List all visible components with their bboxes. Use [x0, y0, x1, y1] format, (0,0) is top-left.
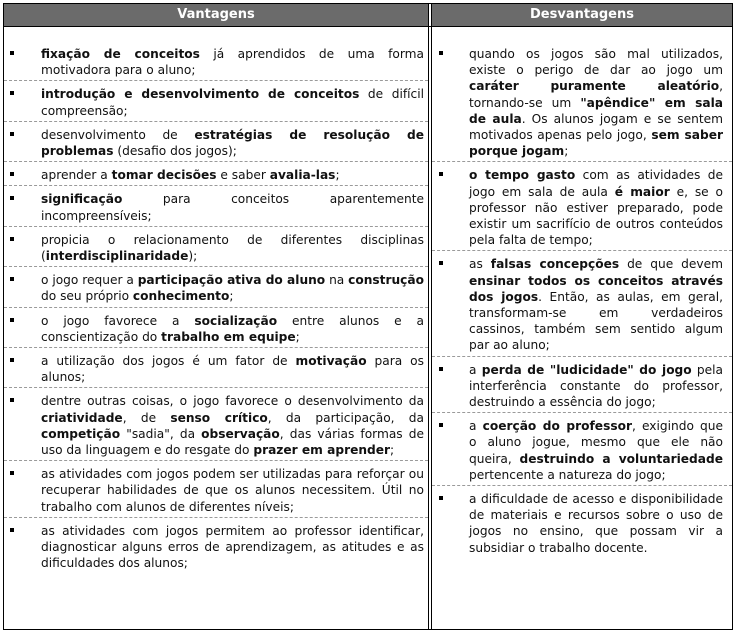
vantagem-item: [4, 393, 428, 461]
bullet-icon: [10, 471, 14, 475]
table-header-row: [4, 4, 732, 27]
item-text: e saber: [216, 168, 270, 183]
vantagem-item: [4, 232, 428, 267]
item-text: "sadia", da: [120, 426, 202, 441]
emphasis-text: estratégias de resolução de problemas: [41, 127, 424, 159]
header-vantagens: Vantagens: [4, 4, 429, 26]
item-text: ;: [564, 144, 569, 159]
emphasis-text: trabalho em equipe: [161, 329, 296, 344]
bullet-icon: [10, 196, 14, 200]
item-text: do seu próprio: [41, 289, 133, 304]
bullet-icon: [10, 91, 14, 95]
item-text: , exigindo que o aluno jogue, mesmo que ele não queira,: [469, 419, 723, 466]
emphasis-text: caráter puramente aleatório: [469, 79, 720, 94]
bullet-icon: [439, 172, 443, 176]
bullet-icon: [439, 423, 443, 427]
vantagem-item: [4, 191, 428, 226]
emphasis-text: o tempo gasto: [469, 168, 576, 183]
emphasis-text: criatividade: [41, 410, 123, 425]
item-text: as atividades com jogos permitem ao professor identificar, diagnosticar alguns erros de aprendizagem, as atitudes e as dificuldades dos alunos;: [41, 523, 424, 571]
emphasis-text: senso crítico: [170, 410, 268, 425]
item-text: aprender a: [41, 168, 112, 183]
item-text: ;: [229, 289, 234, 304]
item-text: de difícil compreensão;: [41, 87, 424, 118]
desvantagem-item: [432, 256, 732, 356]
column-divider: [428, 4, 429, 629]
emphasis-text: destruindo a voluntariedade: [519, 451, 723, 466]
emphasis-text: é maior: [614, 184, 670, 199]
vantagem-item: [4, 127, 428, 162]
emphasis-text: tomar decisões: [111, 168, 217, 183]
bullet-icon: [10, 358, 14, 362]
vantagem-item: [4, 86, 428, 121]
item-text: a utilização dos jogos é um fator de: [41, 354, 296, 369]
item-text: na: [325, 273, 349, 288]
emphasis-text: coerção do professor: [482, 419, 632, 434]
emphasis-text: prazer em aprender: [253, 443, 391, 458]
emphasis-text: motivação: [295, 354, 367, 369]
item-text: desenvolvimento de: [41, 127, 195, 142]
item-text: ;: [335, 168, 340, 183]
item-text: já aprendidos de uma forma motivadora para o aluno;: [41, 47, 424, 78]
vantagem-item: [4, 466, 428, 518]
item-text: quando os jogos são mal utilizados, existe o perigo de dar ao jogo um: [469, 47, 723, 78]
bullet-icon: [439, 261, 443, 265]
desvantagens-list: [432, 27, 732, 558]
bullet-icon: [10, 528, 14, 532]
item-text: , de: [122, 410, 171, 425]
item-text: com as atividades de jogo em sala de aula: [469, 168, 723, 199]
emphasis-text: interdisciplinaridade: [45, 249, 189, 264]
vantagem-item: [4, 272, 428, 307]
item-text: );: [188, 249, 198, 264]
vantagem-item: [4, 167, 428, 186]
desvantagem-item: [432, 491, 732, 558]
emphasis-text: avalia-las: [269, 168, 336, 183]
item-text: para os alunos;: [41, 354, 424, 385]
vantagem-item: [4, 46, 428, 81]
item-text: para conceitos aparentemente incompreensíveis;: [41, 192, 424, 223]
item-text: ;: [295, 329, 300, 344]
item-text: , tornando-se um: [469, 79, 723, 110]
emphasis-text: competição: [41, 426, 121, 441]
vantagem-item: [4, 313, 428, 348]
emphasis-text: sem saber porque jogam: [469, 128, 723, 159]
item-text: o jogo requer a: [41, 273, 138, 288]
bullet-icon: [10, 277, 14, 281]
item-text: a dificuldade de acesso e disponibilidade de materiais e recursos sobre o uso de jogos no ensino, que possam vir a subsidiar o trabalho docente.: [469, 492, 723, 555]
item-text: as atividades com jogos podem ser utilizadas para reforçar ou recuperar habilidades de que os alunos necessitem. Útil no trabalho com alunos de diferentes níveis;: [41, 467, 424, 514]
item-text: propicia o relacionamento de diferentes disciplinas (: [41, 232, 424, 264]
emphasis-text: falsas concepções: [490, 257, 620, 272]
header-desvantagens: Desvantagens: [431, 4, 732, 26]
vantagens-column: [4, 27, 428, 629]
bullet-icon: [10, 318, 14, 322]
bullet-icon: [10, 237, 14, 241]
item-text: a: [469, 419, 483, 434]
emphasis-text: fixação de conceitos: [41, 47, 200, 61]
bullet-icon: [10, 398, 14, 402]
bullet-icon: [439, 496, 443, 500]
emphasis-text: significação: [41, 192, 123, 207]
emphasis-text: introdução e desenvolvimento de conceitos: [41, 87, 360, 102]
item-text: pertencente a natureza do jogo;: [469, 467, 666, 482]
vantagens-list: [4, 27, 428, 573]
desvantagem-item: [432, 46, 732, 162]
bullet-icon: [439, 51, 443, 55]
bullet-icon: [439, 367, 443, 371]
desvantagem-item: [432, 418, 732, 486]
item-text: , da participação, da: [267, 410, 425, 425]
item-text: ;: [390, 443, 395, 458]
vantagem-item: [4, 353, 428, 388]
item-text: e, se o professor não estiver preparado, pode existir um sacrifício de outros conteúdos pela falta de tempo;: [469, 184, 724, 248]
emphasis-text: conhecimento: [132, 289, 230, 304]
vantagem-item: [4, 523, 428, 574]
bullet-icon: [10, 172, 14, 176]
emphasis-text: "apêndice" em sala de aula: [469, 95, 723, 126]
item-text: pela interferência constante do professor, destruindo a essência do jogo;: [469, 362, 724, 410]
desvantagens-column: [432, 27, 732, 629]
item-text: o jogo favorece a: [41, 313, 195, 328]
item-text: . Então, as aulas, em geral, transformam-se em verdadeiros cassinos, também sem sentido algum par ao aluno;: [469, 289, 723, 353]
item-text: a: [469, 362, 482, 377]
comparison-table: [3, 3, 733, 630]
emphasis-text: ensinar todos os conceitos através dos jogos: [469, 273, 723, 304]
bullet-icon: [10, 132, 14, 136]
emphasis-text: participação ativa do aluno: [137, 273, 326, 288]
item-text: as: [469, 257, 491, 272]
desvantagem-item: [432, 362, 732, 414]
bullet-icon: [10, 51, 14, 55]
emphasis-text: observação: [201, 426, 280, 441]
item-text: de que devem: [619, 257, 723, 272]
item-text: (desafio dos jogos);: [113, 144, 237, 159]
emphasis-text: socialização: [194, 313, 278, 328]
desvantagem-item: [432, 167, 732, 251]
item-text: entre alunos e a conscientização do: [41, 313, 424, 344]
item-text: dentre outras coisas, o jogo favorece o desenvolvimento da: [41, 394, 424, 409]
item-text: , das várias formas de uso da linguagem e do resgate do: [41, 426, 424, 458]
item-text: . Os alunos jogam e se sentem motivados apenas pelo jogo,: [469, 111, 723, 143]
emphasis-text: perda de "ludicidade" do jogo: [481, 362, 692, 377]
emphasis-text: construção: [348, 273, 425, 288]
